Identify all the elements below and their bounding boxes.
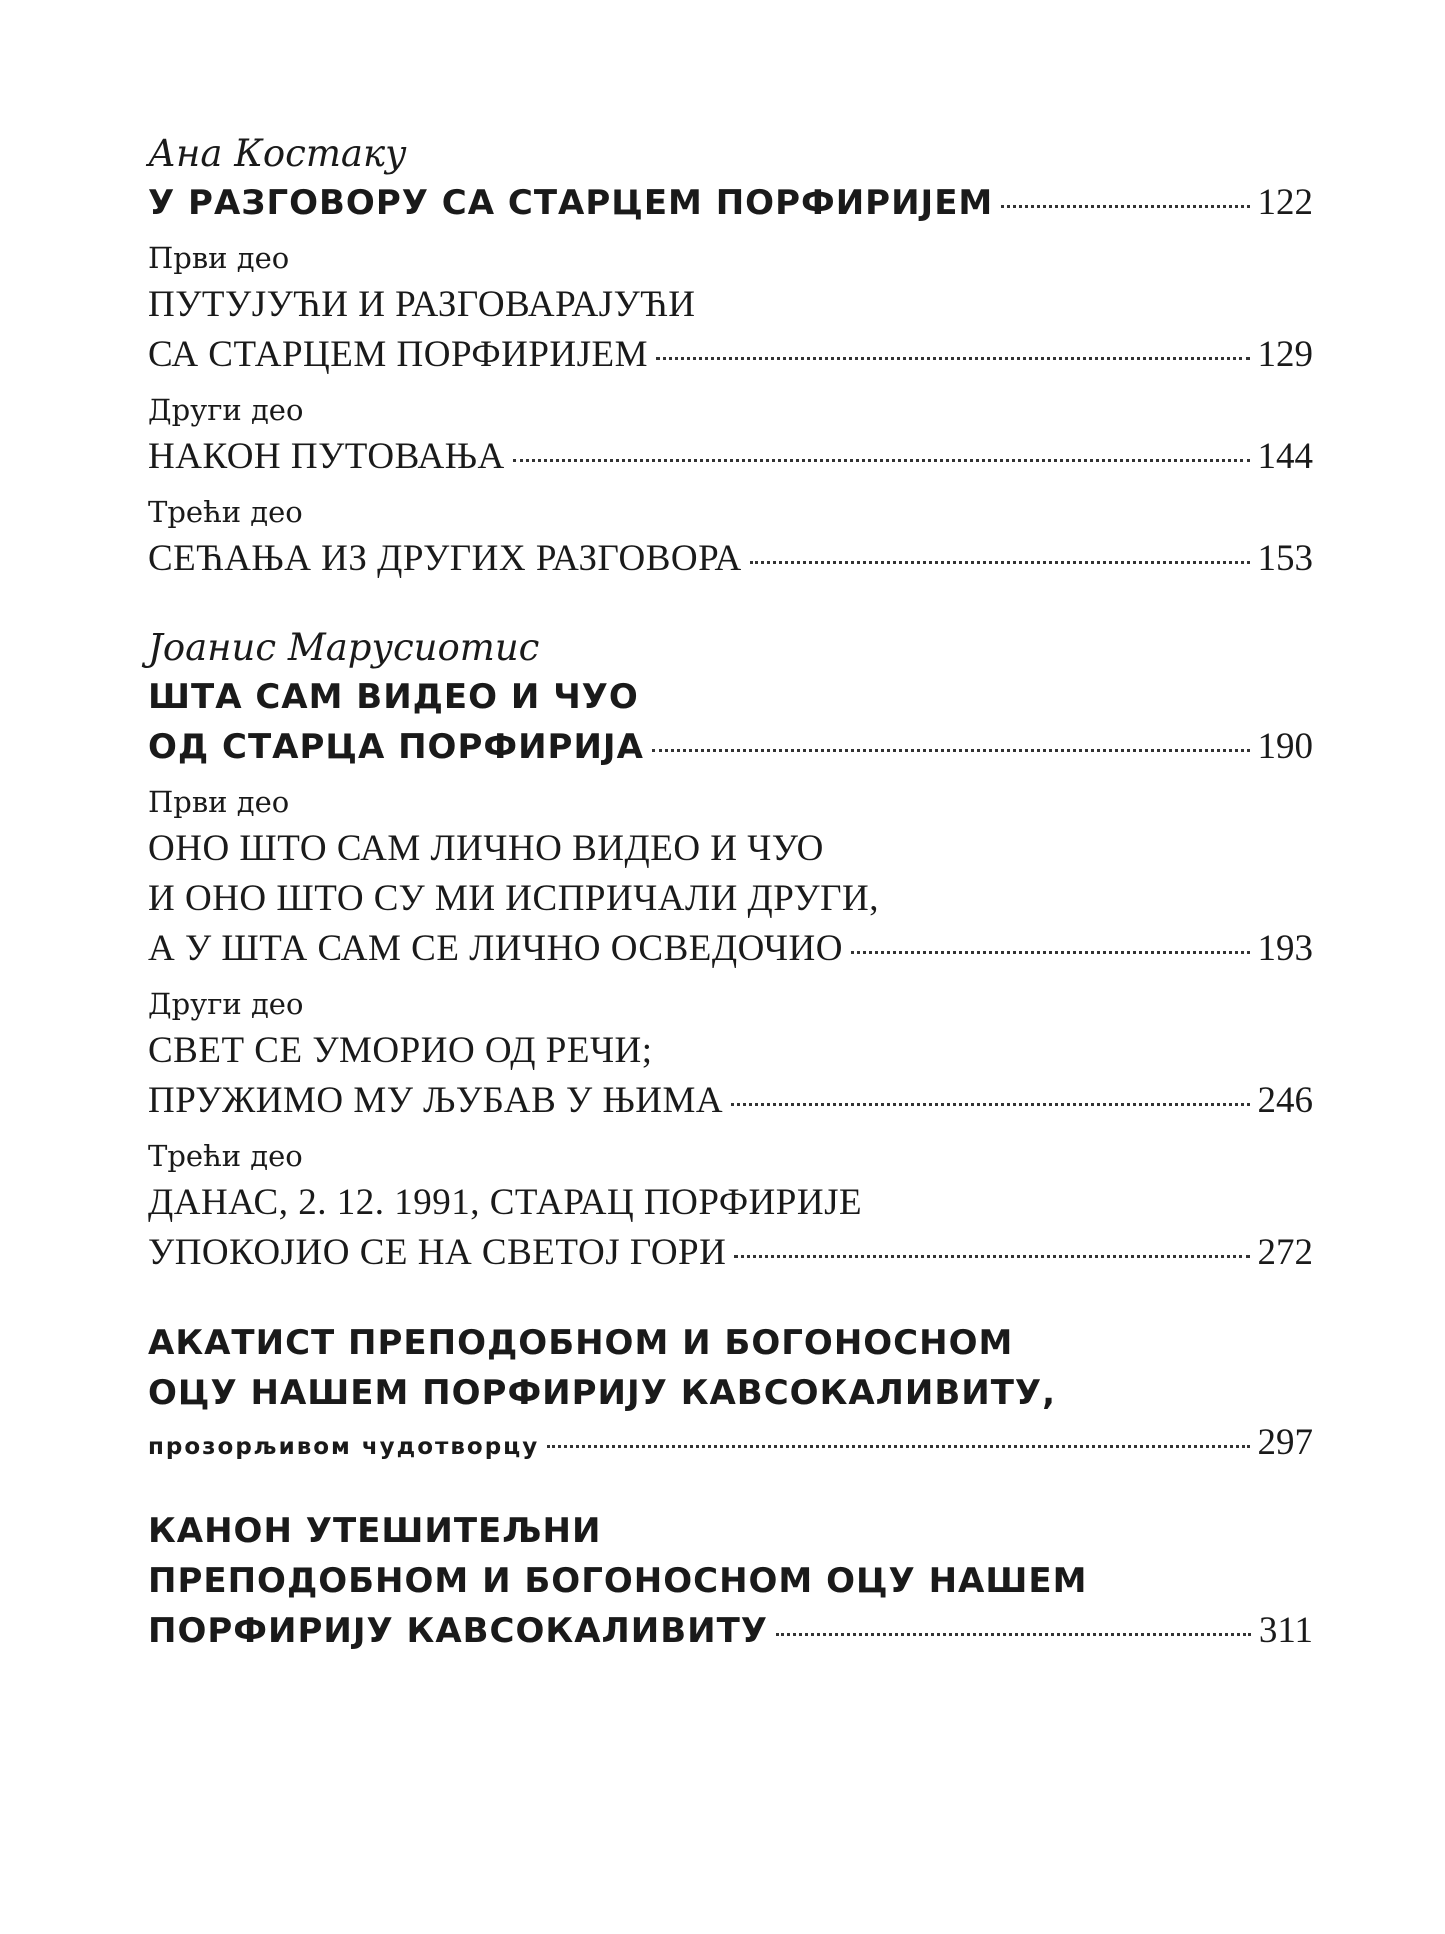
entry-title: СА СТАРЦЕМ ПОРФИРИЈЕМ xyxy=(148,334,649,375)
page-number: 122 xyxy=(1257,182,1313,223)
toc-entry-line[interactable] xyxy=(148,1178,1313,1228)
page-number: 129 xyxy=(1257,334,1313,375)
entry-title: А У ШТА САМ СЕ ЛИЧНО ОСВЕДОЧИО xyxy=(148,928,843,969)
toc-entry-akatist[interactable] xyxy=(148,1368,1313,1418)
entry-title: СЕЋАЊА ИЗ ДРУГИХ РАЗГОВОРА xyxy=(148,538,742,579)
toc-entry-line[interactable] xyxy=(148,874,1313,924)
entry-title: ОЦУ НАШЕМ ПОРФИРИЈУ КАВСОКАЛИВИТУ, xyxy=(148,1373,1057,1413)
entry-title: ОНО ШТО САМ ЛИЧНО ВИДЕО И ЧУО xyxy=(148,828,824,869)
toc-entry-kostaku-title[interactable] xyxy=(148,178,1313,228)
toc-entry-marusiotis-title[interactable] xyxy=(148,722,1313,772)
entry-title: НАКОН ПУТОВАЊА xyxy=(148,436,505,477)
toc-entry-kanon[interactable] xyxy=(148,1606,1313,1656)
toc-entry-kanon[interactable] xyxy=(148,1506,1313,1556)
entry-title: У РАЗГОВОРУ СА СТАРЦЕМ ПОРФИРИЈЕМ xyxy=(148,183,994,223)
spacer xyxy=(148,584,1313,624)
toc-entry-line[interactable] xyxy=(148,534,1313,584)
page-number: 297 xyxy=(1257,1422,1313,1463)
spacer xyxy=(148,1278,1313,1318)
dot-leader xyxy=(1001,205,1249,208)
toc-entry-line[interactable] xyxy=(148,1026,1313,1076)
toc-entry-akatist[interactable] xyxy=(148,1318,1313,1368)
entry-title: ПРУЖИМО МУ ЉУБАВ У ЊИМА xyxy=(148,1080,724,1121)
table-of-contents xyxy=(148,130,1313,1656)
part-label: Други део xyxy=(148,987,304,1021)
toc-entry-line[interactable] xyxy=(148,1228,1313,1278)
page-number: 193 xyxy=(1257,928,1313,969)
dot-leader xyxy=(547,1445,1249,1448)
toc-entry-line[interactable] xyxy=(148,1076,1313,1126)
part-label: Први део xyxy=(148,785,290,819)
entry-subtitle: прозорљивом чудотворцу xyxy=(148,1434,540,1460)
toc-entry-kanon[interactable] xyxy=(148,1556,1313,1606)
author-marusiotis: Јоанис Марусиотис xyxy=(148,626,540,669)
toc-entry-line[interactable] xyxy=(148,924,1313,974)
toc-entry-line[interactable] xyxy=(148,330,1313,380)
toc-entry-line[interactable] xyxy=(148,824,1313,874)
page-number: 144 xyxy=(1257,436,1313,477)
entry-title: ШТА САМ ВИДЕО И ЧУО xyxy=(148,677,639,717)
entry-title: СВЕТ СЕ УМОРИО ОД РЕЧИ; xyxy=(148,1030,653,1071)
entry-title: И ОНО ШТО СУ МИ ИСПРИЧАЛИ ДРУГИ, xyxy=(148,878,879,919)
dot-leader xyxy=(652,749,1250,752)
entry-title: ПОРФИРИЈУ КАВСОКАЛИВИТУ xyxy=(148,1611,768,1651)
toc-entry-line[interactable] xyxy=(148,432,1313,482)
toc-entry-marusiotis-title[interactable] xyxy=(148,672,1313,722)
dot-leader xyxy=(731,1103,1249,1106)
page-number: 311 xyxy=(1258,1610,1313,1651)
entry-title: УПОКОЈИО СЕ НА СВЕТОЈ ГОРИ xyxy=(148,1232,727,1273)
author-kostaku: Ана Костаку xyxy=(148,132,407,175)
entry-title: ПУТУЈУЋИ И РАЗГОВАРАЈУЋИ xyxy=(148,284,696,325)
dot-leader xyxy=(851,951,1250,954)
page-number: 190 xyxy=(1257,726,1313,767)
toc-entry-akatist[interactable] xyxy=(148,1418,1313,1468)
part-label: Други део xyxy=(148,393,304,427)
entry-title: ДАНАС, 2. 12. 1991, СТАРАЦ ПОРФИРИЈЕ xyxy=(148,1182,863,1223)
part-label: Први део xyxy=(148,241,290,275)
entry-title: КАНОН УТЕШИТЕЉНИ xyxy=(148,1511,602,1551)
spacer xyxy=(148,1468,1313,1506)
entry-title: ОД СТАРЦА ПОРФИРИЈА xyxy=(148,727,644,767)
dot-leader xyxy=(776,1633,1251,1636)
page-number: 153 xyxy=(1257,538,1313,579)
entry-title: ПРЕПОДОБНОМ И БОГОНОСНОМ ОЦУ НАШЕМ xyxy=(148,1561,1088,1601)
part-label: Трећи део xyxy=(148,1139,303,1173)
page-number: 246 xyxy=(1257,1080,1313,1121)
toc-entry-line[interactable] xyxy=(148,280,1313,330)
dot-leader xyxy=(734,1255,1249,1258)
entry-title: АКАТИСТ ПРЕПОДОБНОМ И БОГОНОСНОМ xyxy=(148,1323,1014,1363)
page-number: 272 xyxy=(1257,1232,1313,1273)
part-label: Трећи део xyxy=(148,495,303,529)
dot-leader xyxy=(750,561,1250,564)
dot-leader xyxy=(656,357,1249,360)
dot-leader xyxy=(513,459,1250,462)
